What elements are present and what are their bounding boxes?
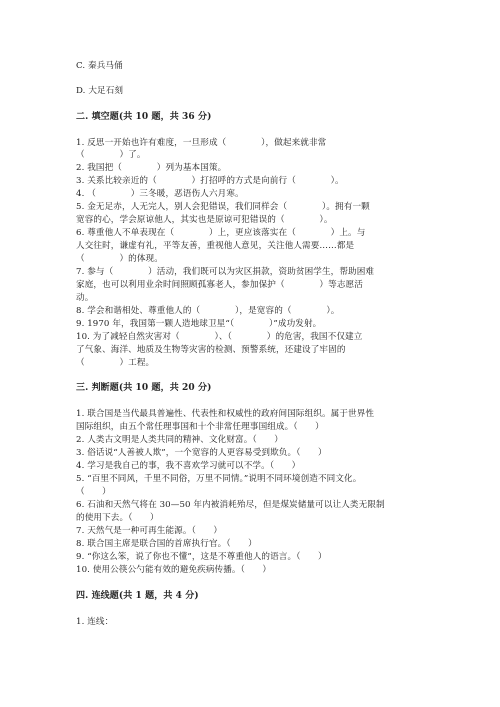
fill-q7-line3: 动。 (76, 293, 94, 303)
fill-q6-line2: 人交往时，谦虚有礼，平等友善，重视他人意见，关注他人需要……都是 (76, 241, 355, 251)
judge-q10: 10. 使用公筷公勺能有效的避免疾病传播。（ ） (76, 565, 272, 575)
fill-q10-line1: 10. 为了减轻自然灾害对（ ）、（ ）的危害，我国不仅建立 (76, 332, 363, 342)
judge-q9: 9. “你这么笨，说了你也不懂”，这是不尊重他人的语言。（ ） (76, 552, 327, 562)
fill-q3: 3. 关系比较亲近的（ ）打招呼的方式是向前行（ ）。 (76, 176, 344, 186)
judge-q5-line1: 5. “百里不同风，千里不同俗，万里不同情。”说明不同环境创造不同文化。 (76, 474, 362, 484)
section-heading-matching: 四. 连线题(共 1 题，共 4 分) (76, 591, 199, 601)
fill-q1-line2: （ ）了。 (76, 150, 146, 160)
section-heading-true-false: 三. 判断题(共 10 题，共 20 分) (76, 383, 212, 393)
fill-q5-line1: 5. 金无足赤，人无完人，别人会犯错误，我们同样会（ ）。拥有一颗 (76, 202, 370, 212)
fill-q10-line2: 了气象、海洋、地质及生物等灾害的检测、预警系统，还建设了牢固的 (76, 345, 346, 355)
judge-q3: 3. 俗话说“人善被人欺”，一个宽容的人更容易受到欺负。（ ） (76, 448, 327, 458)
fill-q9: 9. 1970 年，我国第一颗人造地球卫星“（ ）”成功发射。 (76, 319, 322, 329)
fill-q5-line2: 宽容的心，学会原谅他人，其实也是原谅可犯错误的（ ）。 (76, 215, 333, 225)
fill-q10-line3: （ ）工程。 (76, 358, 155, 368)
judge-q6-line1: 6. 石油和天然气将在 30—50 年内被消耗殆尽，但是煤炭储量可以让人类无限制 (76, 500, 385, 510)
fill-q2: 2. 我国把（ ）列为基本国策。 (76, 163, 227, 173)
judge-q1-line1: 1. 联合国是当代最具普遍性、代表性和权威性的政府间国际组织。属于世界性 (76, 409, 375, 419)
judge-q6-line2: 的使用下去。（ ） (76, 513, 159, 523)
judge-q5-line2: （ ） (76, 487, 111, 497)
judge-q8: 8. 联合国主席是联合国的首席执行官。（ ） (76, 539, 257, 549)
fill-q6-line1: 6. 尊重他人不单表现在（ ）上，更应该落实在（ ）上。与 (76, 228, 366, 238)
fill-q4: 4. （ ）三冬暖，恶语伤人六月寒。 (76, 189, 244, 199)
fill-q6-line3: （ ）的体现。 (76, 254, 163, 264)
fill-q1-line1: 1. 反思一开始也许有难度，一旦形成（ ），做起来就非常 (76, 138, 327, 148)
matching-q1: 1. 连线： (76, 617, 114, 627)
judge-q7: 7. 天然气是一种可再生能源。（ ） (76, 526, 223, 536)
option-c: C. 秦兵马俑 (76, 61, 123, 71)
fill-q7-line2: 家庭，也可以利用业余时间照顾孤寡老人，参加保护（ ）等志愿活 (76, 280, 363, 290)
judge-q1-line2: 国际组织，由五个常任理事国和十个非常任理事国组成。（ ） (76, 422, 324, 432)
section-heading-fill-in: 二. 填空题(共 10 题，共 36 分) (76, 112, 212, 122)
option-d: D. 大足石刻 (76, 86, 124, 96)
judge-q4: 4. 学习是我自己的事，我不喜欢学习就可以不学。（ ） (76, 461, 301, 471)
fill-q8: 8. 学会和谐相处、尊重他人的（ ），是宽容的（ ）。 (76, 306, 340, 316)
judge-q2: 2. 人类古文明是人类共同的精神、文化财富。（ ） (76, 435, 283, 445)
fill-q7-line1: 7. 参与（ ）活动，我们既可以为灾区捐款，资助贫困学生，帮助困难 (76, 267, 375, 277)
